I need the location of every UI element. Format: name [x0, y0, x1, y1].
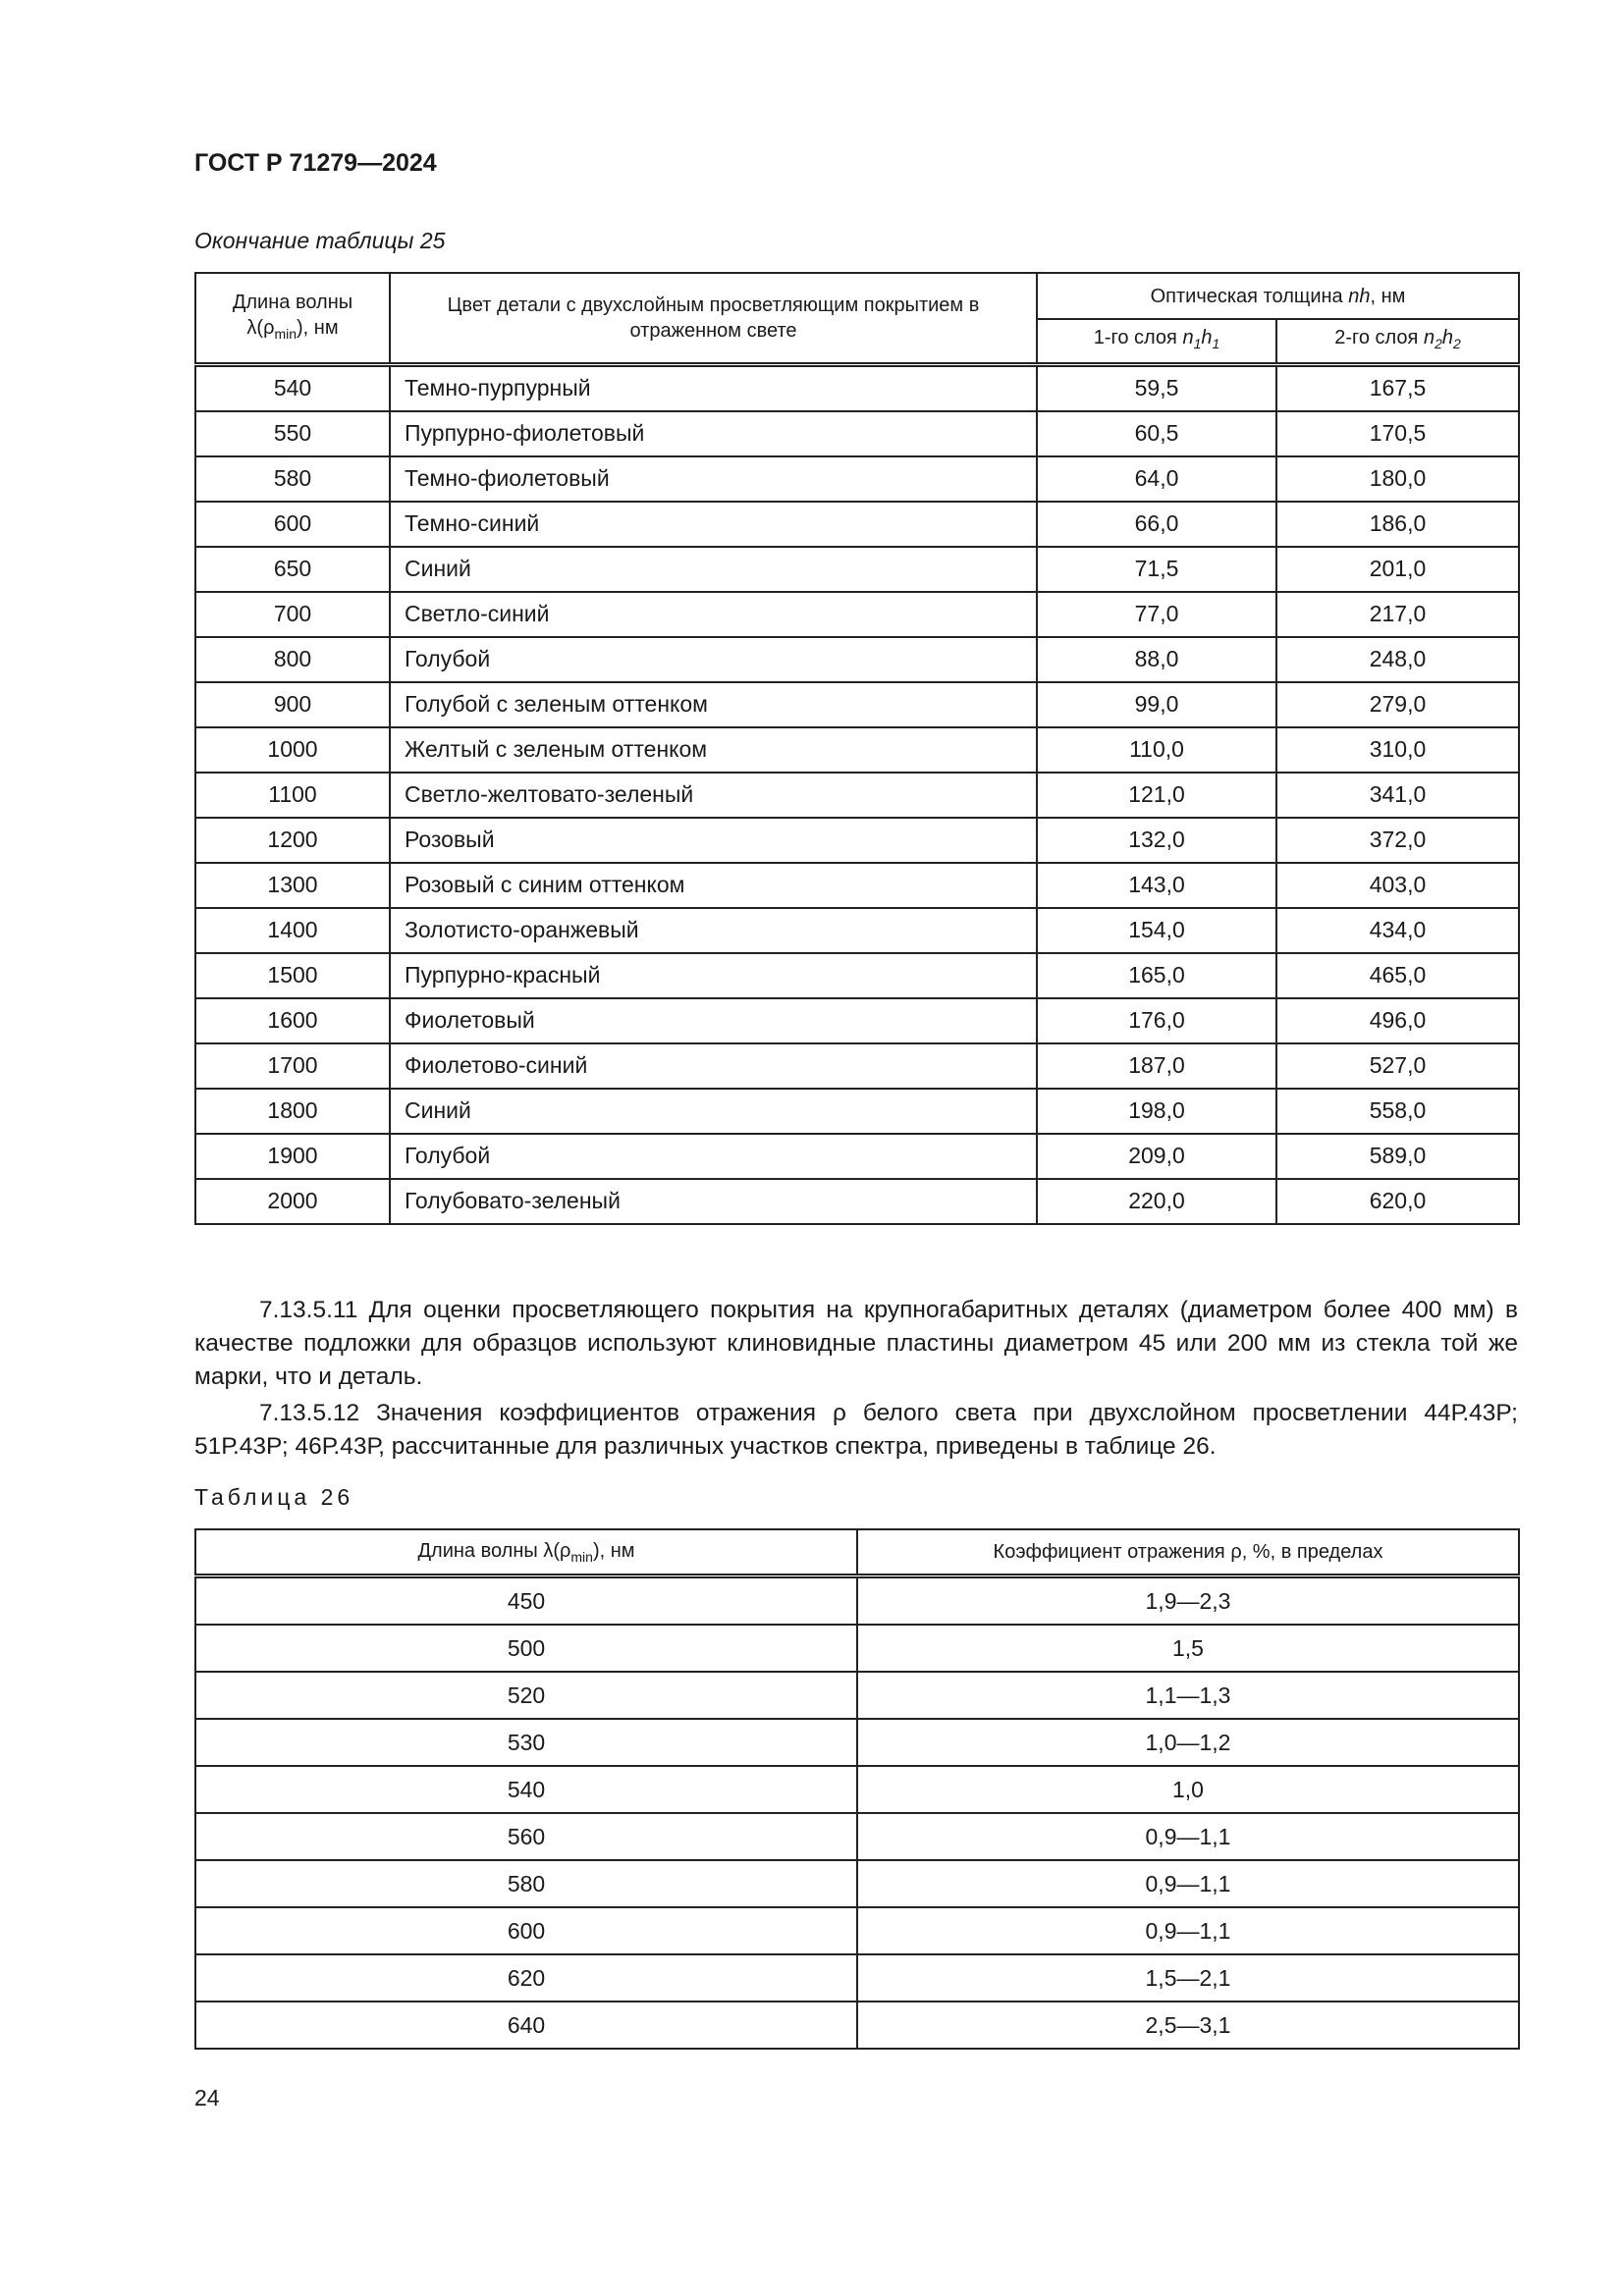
cell-layer-2: 589,0 — [1276, 1134, 1519, 1179]
cell-layer-1: 165,0 — [1037, 953, 1276, 998]
cell-color: Голубовато-зеленый — [390, 1179, 1037, 1224]
cell-wavelength: 1400 — [195, 908, 390, 953]
cell-color: Синий — [390, 547, 1037, 592]
cell-wavelength: 700 — [195, 592, 390, 637]
cell-color: Розовый с синим оттенком — [390, 863, 1037, 908]
cell-wavelength: 600 — [195, 1907, 857, 1954]
cell-reflection-coefficient: 1,1—1,3 — [857, 1672, 1519, 1719]
table-row — [195, 1043, 1519, 1089]
cell-layer-1: 110,0 — [1037, 727, 1276, 773]
cell-color: Синий — [390, 1089, 1037, 1134]
table-row — [195, 364, 1519, 411]
table-row — [195, 818, 1519, 863]
table-row — [195, 998, 1519, 1043]
cell-wavelength: 1100 — [195, 773, 390, 818]
table-25 — [194, 272, 1520, 1225]
header-color: Цвет детали с двухслойным просветляющим покрытием в отраженном свете — [390, 273, 1037, 364]
cell-wavelength: 550 — [195, 411, 390, 456]
table-row — [195, 1672, 1519, 1719]
cell-layer-2: 217,0 — [1276, 592, 1519, 637]
table-row — [195, 1813, 1519, 1860]
table-26-caption: Таблица 26 — [194, 1484, 354, 1510]
paragraph-7-13-5-12: 7.13.5.12 Значения коэффициентов отражения ρ белого света при двухслойном просветлении 44Р.43Р; 51Р.43Р; 46Р.43Р, рассчитанные для различных участков спектра, приведены в таблице 26. — [194, 1400, 1518, 1460]
header-layer-1: 1-го слоя $n_1h_1$ — [1037, 319, 1276, 364]
cell-wavelength: 580 — [195, 456, 390, 502]
cell-wavelength: 1500 — [195, 953, 390, 998]
cell-color: Голубой с зеленым оттенком — [390, 682, 1037, 727]
table-row — [195, 1625, 1519, 1672]
cell-wavelength: 640 — [195, 2002, 857, 2049]
cell-layer-2: 341,0 — [1276, 773, 1519, 818]
cell-color: Светло-желтовато-зеленый — [390, 773, 1037, 818]
table-row — [195, 773, 1519, 818]
paragraph-7-13-5-11: 7.13.5.11 Для оценки просветляющего покрытия на крупногабаритных деталях (диаметром более 400 мм) в качестве подложки для образцов используют клиновидные пластины диаметром 45 или 200 мм из стекла той же марки, что и деталь. — [194, 1297, 1518, 1390]
cell-layer-2: 496,0 — [1276, 998, 1519, 1043]
table-25-caption: Окончание таблицы 25 — [194, 228, 446, 253]
cell-layer-2: 201,0 — [1276, 547, 1519, 592]
cell-layer-2: 167,5 — [1276, 364, 1519, 411]
table-row — [195, 592, 1519, 637]
table-row — [195, 1089, 1519, 1134]
cell-layer-1: 154,0 — [1037, 908, 1276, 953]
cell-color: Розовый — [390, 818, 1037, 863]
cell-layer-1: 187,0 — [1037, 1043, 1276, 1089]
cell-layer-1: 59,5 — [1037, 364, 1276, 411]
cell-color: Голубой — [390, 637, 1037, 682]
cell-layer-1: 143,0 — [1037, 863, 1276, 908]
cell-layer-2: 180,0 — [1276, 456, 1519, 502]
table-row — [195, 1860, 1519, 1907]
cell-color: Золотисто-оранжевый — [390, 908, 1037, 953]
cell-layer-2: 558,0 — [1276, 1089, 1519, 1134]
cell-reflection-coefficient: 0,9—1,1 — [857, 1813, 1519, 1860]
cell-wavelength: 530 — [195, 1719, 857, 1766]
cell-wavelength: 560 — [195, 1813, 857, 1860]
cell-reflection-coefficient: 0,9—1,1 — [857, 1860, 1519, 1907]
cell-layer-1: 64,0 — [1037, 456, 1276, 502]
cell-reflection-coefficient: 1,0—1,2 — [857, 1719, 1519, 1766]
cell-layer-2: 186,0 — [1276, 502, 1519, 547]
cell-wavelength: 1200 — [195, 818, 390, 863]
cell-wavelength: 620 — [195, 1954, 857, 2002]
cell-layer-1: 71,5 — [1037, 547, 1276, 592]
cell-layer-1: 220,0 — [1037, 1179, 1276, 1224]
cell-layer-1: 209,0 — [1037, 1134, 1276, 1179]
cell-layer-1: 88,0 — [1037, 637, 1276, 682]
cell-layer-1: 66,0 — [1037, 502, 1276, 547]
cell-color: Желтый с зеленым оттенком — [390, 727, 1037, 773]
cell-color: Пурпурно-фиолетовый — [390, 411, 1037, 456]
cell-layer-2: 372,0 — [1276, 818, 1519, 863]
cell-wavelength: 800 — [195, 637, 390, 682]
cell-layer-1: 176,0 — [1037, 998, 1276, 1043]
cell-wavelength: 1600 — [195, 998, 390, 1043]
cell-color: Фиолетово-синий — [390, 1043, 1037, 1089]
cell-wavelength: 520 — [195, 1672, 857, 1719]
cell-layer-2: 620,0 — [1276, 1179, 1519, 1224]
cell-reflection-coefficient: 1,9—2,3 — [857, 1576, 1519, 1626]
cell-layer-1: 60,5 — [1037, 411, 1276, 456]
cell-reflection-coefficient: 1,0 — [857, 1766, 1519, 1813]
table-row — [195, 1954, 1519, 2002]
cell-wavelength: 900 — [195, 682, 390, 727]
cell-wavelength: 540 — [195, 364, 390, 411]
cell-reflection-coefficient: 2,5—3,1 — [857, 2002, 1519, 2049]
table-26 — [194, 1528, 1520, 2050]
cell-layer-1: 132,0 — [1037, 818, 1276, 863]
cell-wavelength: 1300 — [195, 863, 390, 908]
cell-color: Светло-синий — [390, 592, 1037, 637]
table-row — [195, 682, 1519, 727]
cell-layer-2: 527,0 — [1276, 1043, 1519, 1089]
cell-reflection-coefficient: 1,5—2,1 — [857, 1954, 1519, 2002]
document-header: ГОСТ Р 71279—2024 — [194, 149, 437, 177]
cell-wavelength: 540 — [195, 1766, 857, 1813]
cell-layer-2: 279,0 — [1276, 682, 1519, 727]
table-row — [195, 908, 1519, 953]
header-wavelength: Длина волны $\lambda(\rho_{min})$, нм — [195, 1529, 857, 1576]
header-reflection-coefficient: Коэффициент отражения ρ, %, в пределах — [857, 1529, 1519, 1576]
cell-color: Фиолетовый — [390, 998, 1037, 1043]
table-row — [195, 863, 1519, 908]
table-row — [195, 1766, 1519, 1813]
cell-layer-1: 121,0 — [1037, 773, 1276, 818]
cell-layer-1: 99,0 — [1037, 682, 1276, 727]
cell-reflection-coefficient: 0,9—1,1 — [857, 1907, 1519, 1954]
table-row — [195, 727, 1519, 773]
cell-wavelength: 500 — [195, 1625, 857, 1672]
cell-layer-2: 403,0 — [1276, 863, 1519, 908]
cell-wavelength: 650 — [195, 547, 390, 592]
table-row — [195, 1719, 1519, 1766]
cell-color: Пурпурно-красный — [390, 953, 1037, 998]
table-row — [195, 411, 1519, 456]
page-number: 24 — [194, 2085, 220, 2110]
table-row — [195, 637, 1519, 682]
table-row — [195, 2002, 1519, 2049]
header-optical-thickness: Оптическая толщина nh, нм — [1037, 273, 1519, 319]
cell-wavelength: 580 — [195, 1860, 857, 1907]
header-wavelength: Длина волны $\lambda(\rho_{min})$, нм — [195, 273, 390, 364]
cell-layer-1: 198,0 — [1037, 1089, 1276, 1134]
table-row — [195, 547, 1519, 592]
header-layer-2: 2-го слоя $n_2h_2$ — [1276, 319, 1519, 364]
table-row — [195, 1576, 1519, 1626]
cell-layer-2: 248,0 — [1276, 637, 1519, 682]
cell-layer-2: 434,0 — [1276, 908, 1519, 953]
table-row — [195, 953, 1519, 998]
cell-wavelength: 600 — [195, 502, 390, 547]
table-row — [195, 1134, 1519, 1179]
cell-wavelength: 1900 — [195, 1134, 390, 1179]
cell-layer-2: 310,0 — [1276, 727, 1519, 773]
cell-reflection-coefficient: 1,5 — [857, 1625, 1519, 1672]
cell-wavelength: 450 — [195, 1576, 857, 1626]
cell-color: Темно-пурпурный — [390, 364, 1037, 411]
table-row — [195, 1179, 1519, 1224]
cell-layer-1: 77,0 — [1037, 592, 1276, 637]
cell-color: Голубой — [390, 1134, 1037, 1179]
cell-wavelength: 2000 — [195, 1179, 390, 1224]
cell-wavelength: 1800 — [195, 1089, 390, 1134]
table-row — [195, 456, 1519, 502]
cell-wavelength: 1700 — [195, 1043, 390, 1089]
cell-color: Темно-синий — [390, 502, 1037, 547]
cell-color: Темно-фиолетовый — [390, 456, 1037, 502]
table-row — [195, 502, 1519, 547]
cell-layer-2: 170,5 — [1276, 411, 1519, 456]
table-row — [195, 1907, 1519, 1954]
cell-layer-2: 465,0 — [1276, 953, 1519, 998]
cell-wavelength: 1000 — [195, 727, 390, 773]
